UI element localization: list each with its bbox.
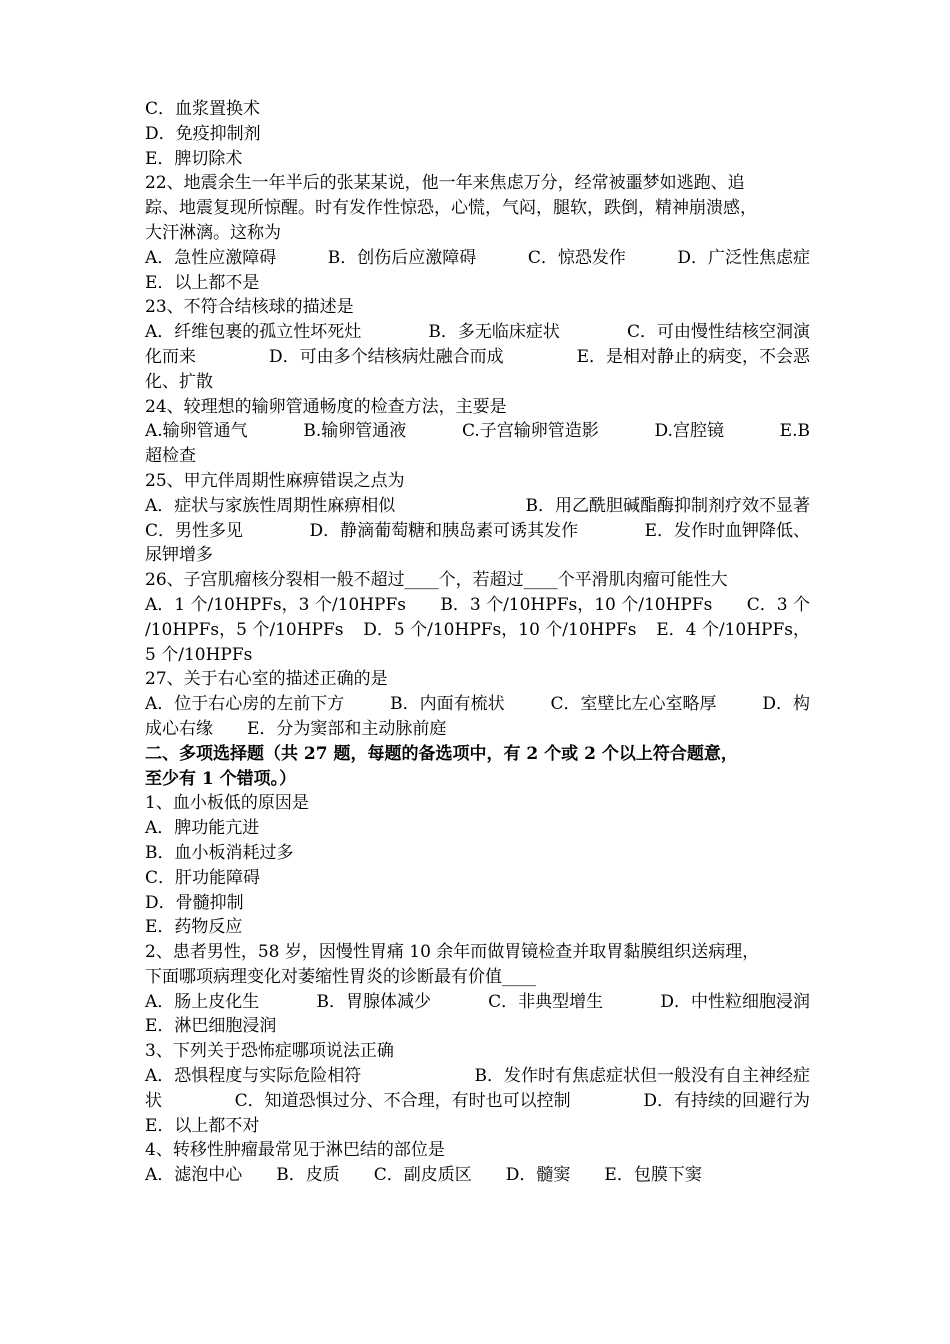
text-line: 1、血小板低的原因是 <box>145 793 309 814</box>
text-line: 化、扩散 <box>145 371 213 392</box>
option-line <box>145 593 810 618</box>
option-text: D．5 个/10HPFs，10 个/10HPFs <box>363 619 637 640</box>
option-text: B．内面有梳状 <box>390 694 505 715</box>
option-text: 状 <box>145 1090 162 1111</box>
option-text: B.输卵管通液 <box>303 421 407 442</box>
option-text: D．广泛性焦虑症 <box>677 247 810 268</box>
option-text: B．胃腺体减少 <box>316 991 431 1012</box>
option-text: C．知道恐惧过分、不合理，有时也可以控制 <box>234 1090 571 1111</box>
option-line <box>145 618 810 643</box>
option-text: C．男性多见 <box>145 520 244 541</box>
text-line: 23、不符合结核球的描述是 <box>145 297 354 318</box>
option-line <box>145 320 810 345</box>
text-line: E．淋巴细胞浸润 <box>145 1016 277 1037</box>
text-line: 26、子宫肌瘤核分裂相一般不超过____个，若超过____个平滑肌肉瘤可能性大 <box>145 570 728 591</box>
text-line: C．血浆置换术 <box>145 99 261 119</box>
option-text: D．有持续的回避行为 <box>643 1090 810 1111</box>
text-line: E．脾切除术 <box>145 148 243 169</box>
option-text: A．位于右心房的左前下方 <box>145 694 345 715</box>
option-text: C．室壁比左心室略厚 <box>550 694 717 715</box>
option-line <box>145 692 810 717</box>
option-line <box>145 990 810 1015</box>
option-text: C．3 个 <box>746 594 810 615</box>
text-line: B．血小板消耗过多 <box>145 842 294 863</box>
text-line: E．以上都不是 <box>145 272 260 293</box>
text-line: E．以上都不对 <box>145 1115 260 1136</box>
option-text: B．发作时有焦虑症状但一般没有自主神经症 <box>474 1066 810 1087</box>
text-line: 大汗淋漓。这称为 <box>145 222 281 243</box>
option-line <box>145 345 810 370</box>
option-text: /10HPFs，5 个/10HPFs <box>145 619 344 640</box>
text-line: 踪、地震复现所惊醒。时有发作性惊恐，心慌，气闷，腿软，跌倒，精神崩溃感， <box>145 198 757 219</box>
option-text: A．急性应激障碍 <box>145 247 277 268</box>
option-line <box>145 1064 810 1089</box>
text-line: 22、地震余生一年半后的张某某说，他一年来焦虑万分，经常被噩梦如逃跑、追 <box>145 173 745 194</box>
text-line: 27、关于右心室的描述正确的是 <box>145 669 388 690</box>
option-text: E.B <box>779 421 810 442</box>
option-text: D.宫腔镜 <box>654 421 724 442</box>
section-heading-line: 至少有 1 个错项。） <box>145 768 297 789</box>
option-text: C．惊恐发作 <box>527 247 626 268</box>
option-text: D．中性粒细胞浸润 <box>660 991 810 1012</box>
option-text: A．症状与家族性周期性麻痹相似 <box>145 495 396 516</box>
document-page <box>145 97 810 1188</box>
option-text: B．用乙酰胆碱酯酶抑制剂疗效不显著 <box>525 495 810 516</box>
text-line: 2、患者男性，58 岁，因慢性胃痛 10 余年而做胃镜检查并取胃黏膜组织送病理， <box>145 942 760 963</box>
option-text: B．创伤后应激障碍 <box>327 247 477 268</box>
text-line: 尿钾增多 <box>145 545 213 566</box>
text-line: C．肝功能障碍 <box>145 867 261 888</box>
text-line: 5 个/10HPFs <box>145 644 253 665</box>
option-line <box>145 494 810 519</box>
option-text: E．发作时血钾降低、 <box>644 520 810 541</box>
option-line <box>145 1089 810 1114</box>
option-text: D．可由多个结核病灶融合而成 <box>268 346 504 367</box>
text-line: 下面哪项病理变化对萎缩性胃炎的诊断最有价值____ <box>145 966 536 987</box>
option-text: B．3 个/10HPFs，10 个/10HPFs <box>440 594 713 615</box>
text-line: A．脾功能亢进 <box>145 818 260 839</box>
option-text: D．静滴葡萄糖和胰岛素可诱其发作 <box>309 520 579 541</box>
text-line: A．滤泡中心 B．皮质 C．副皮质区 D．髓窦 E．包膜下窦 <box>145 1165 702 1186</box>
option-line <box>145 246 810 271</box>
option-text: C.子宫输卵管造影 <box>462 421 599 442</box>
option-text: C．非典型增生 <box>488 991 604 1012</box>
option-text: C．可由慢性结核空洞演 <box>626 322 810 343</box>
option-text: E．4 个/10HPFs， <box>656 619 810 640</box>
option-text: A．肠上皮化生 <box>145 991 260 1012</box>
option-line <box>145 519 810 544</box>
text-line: 成心右缘 E．分为窦部和主动脉前庭 <box>145 718 447 739</box>
option-text: A．1 个/10HPFs，3 个/10HPFs <box>145 594 407 615</box>
text-line: E．药物反应 <box>145 917 243 938</box>
text-line: 超检查 <box>145 446 196 467</box>
text-line: 24、较理想的输卵管通畅度的检查方法，主要是 <box>145 396 507 417</box>
option-text: 化而来 <box>145 346 196 367</box>
text-line: 3、下列关于恐怖症哪项说法正确 <box>145 1041 394 1062</box>
text-line: 4、转移性肿瘤最常见于淋巴结的部位是 <box>145 1140 445 1161</box>
option-text: A.输卵管通气 <box>145 421 248 442</box>
text-line: D．骨髓抑制 <box>145 892 244 913</box>
option-text: B．多无临床症状 <box>428 322 560 343</box>
option-text: E．是相对静止的病变，不会恶 <box>576 346 810 367</box>
option-text: A．纤维包裹的孤立性坏死灶 <box>145 322 362 343</box>
option-line <box>145 419 810 444</box>
option-text: A．恐惧程度与实际危险相符 <box>145 1066 362 1087</box>
section-heading-line: 二、多项选择题（共 27 题，每题的备选项中，有 2 个或 2 个以上符合题意， <box>145 743 738 764</box>
text-line: D．免疫抑制剂 <box>145 123 261 144</box>
option-text: D．构 <box>762 694 810 715</box>
text-line: 25、甲亢伴周期性麻痹错误之点为 <box>145 470 405 491</box>
